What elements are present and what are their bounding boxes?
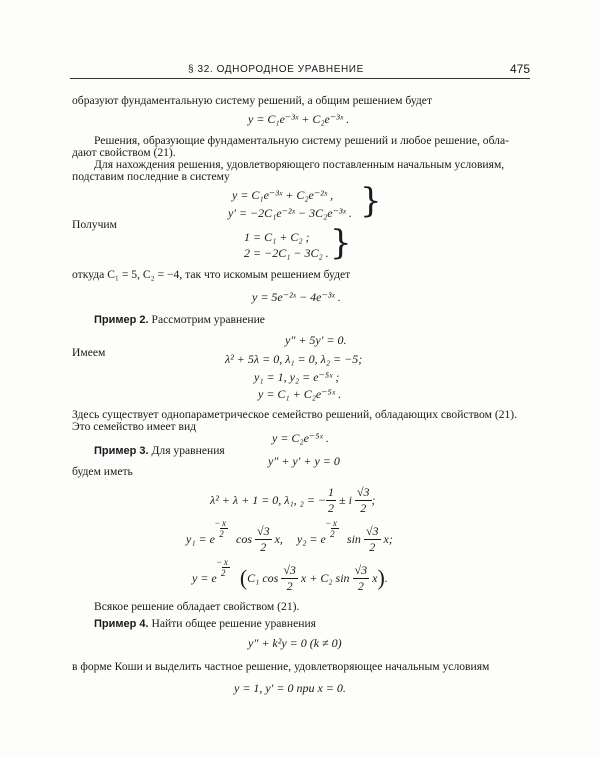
equation-7-pm: ± i xyxy=(339,492,352,507)
fraction-one-half: $\frac{1}{2}$ xyxy=(328,484,335,515)
equation-11: y = 1, y′ = 0 при x = 0. xyxy=(234,681,346,695)
equation-9: y = e − x 2 ( C₁ cos $\frac{√3}{2}$ x + C₂ sin $\frac{√3}{2}$ x ) . xyxy=(192,556,388,593)
paragraph-2-line-2: дают свойством (21). xyxy=(72,146,176,159)
paragraph-3-line-1: Для нахождения решения, удовлетворяющего поставленным начальным условиям, xyxy=(94,158,505,171)
equation-9-end: x xyxy=(372,570,378,585)
equation-8-y2: y₂ = e xyxy=(296,531,326,546)
exponent-x-half-3: − x 2 xyxy=(216,556,228,578)
fraction-sqrt3-half-2: $\frac{√3}{2}$ xyxy=(257,523,270,554)
equation-4b: y₁ = 1, y₂ = e⁻⁵ˣ ; xyxy=(254,370,340,384)
fraction-sqrt3-half-4: $\frac{√3}{2}$ xyxy=(283,562,296,593)
example-4-line xyxy=(94,617,316,631)
system-2-brace: } xyxy=(330,223,352,263)
paragraph-5-line-2: Это семейство имеет вид xyxy=(72,420,197,433)
example-2-label: Пример 2. xyxy=(94,314,149,326)
header-rule xyxy=(70,78,530,79)
paragraph-3-line-2: подставим последние в систему xyxy=(72,170,230,183)
paragraph-6: Всякое решение обладает свойством (21). xyxy=(94,600,300,613)
paragraph-1: образуют фундаментальную систему решений, а общим решением будет xyxy=(72,94,433,107)
example-4-label: Пример 4. xyxy=(94,618,149,630)
equation-8-cos: cos xyxy=(236,531,252,546)
equation-1: y = C₁e⁻³ˣ + C₂e⁻³ˣ . xyxy=(248,112,350,126)
fraction-sqrt3-half-3: $\frac{√3}{2}$ xyxy=(365,523,379,554)
equation-8-y1: y₁ = e xyxy=(186,531,215,546)
paragraph-4: откуда C₁ = 5, C₂ = −4, так что искомым решением будет xyxy=(72,268,351,281)
paragraph-5-line-1: Здесь существует однопараметрическое семейство решений, обладающих свойством (21). xyxy=(72,408,518,421)
equation-7: λ² + λ + 1 = 0, λ₁, ₂ = − $\frac{1}{2}$ ± i $\frac{√3}{2}$ ; xyxy=(210,484,376,515)
equation-9-mid: x + C₂ sin xyxy=(300,570,350,585)
system-1-brace: } xyxy=(360,181,382,221)
running-title: § 32. ОДНОРОДНОЕ УРАВНЕНИЕ xyxy=(188,64,364,75)
page-number: 475 xyxy=(509,62,530,76)
close-paren: ) xyxy=(377,565,385,590)
equation-8 xyxy=(186,518,393,560)
fraction-sqrt3-half-5: $\frac{√3}{2}$ xyxy=(354,562,368,593)
poluchim-label: Получим xyxy=(72,218,117,231)
budem-label: будем иметь xyxy=(72,465,133,478)
example-2-line xyxy=(94,313,265,327)
imeem-label: Имеем xyxy=(72,346,106,359)
equation-8-x1: x, xyxy=(274,531,283,546)
fraction-sqrt3-half: $\frac{√3}{2}$ xyxy=(356,484,370,515)
equation-2: y = 5e⁻²ˣ − 4e⁻³ˣ . xyxy=(252,290,341,304)
system-2-line-2: 2 = −2C₁ − 3C₂ . xyxy=(244,246,329,260)
equation-7-left: λ² + λ + 1 = 0, λ₁, ₂ = − xyxy=(210,492,327,507)
equation-8-x2: x; xyxy=(383,531,393,546)
system-2-line-1: 1 = C₁ + C₂ ; xyxy=(244,230,310,244)
equation-5: y = C₂e⁻⁵ˣ . xyxy=(272,431,329,445)
equation-9-y: y = e xyxy=(192,570,217,585)
paragraph-7: в форме Коши и выделить частное решение, удовлетворяющее начальным условиям xyxy=(72,660,490,673)
open-paren: ( xyxy=(239,565,248,590)
system-1-line-2: y′ = −2C₁e⁻²ˣ − 3C₂e⁻³ˣ . xyxy=(228,206,352,220)
page-header xyxy=(70,64,530,78)
equation-10: y″ + k²y = 0 (k ≠ 0) xyxy=(248,636,342,650)
paragraph-2-line-1: Решения, образующие фундаментальную систему решений и любое решение, обла- xyxy=(94,134,509,147)
example-3-text: Для уравнения xyxy=(151,444,225,457)
example-2-text: Рассмотрим уравнение xyxy=(151,313,265,326)
system-1-line-1: y = C₁e⁻³ˣ + C₂e⁻²ˣ , xyxy=(232,188,334,202)
equation-4a: λ² + 5λ = 0, λ₁ = 0, λ₂ = −5; xyxy=(225,352,363,366)
example-3-label: Пример 3. xyxy=(94,445,149,457)
exponent-x-half-1: − x 2 xyxy=(214,517,226,539)
equation-3: y″ + 5y′ = 0. xyxy=(285,333,347,347)
example-4-text: Найти общее решение уравнения xyxy=(151,617,316,630)
example-3-line xyxy=(94,444,225,458)
equation-4c: y = C₁ + C₂e⁻⁵ˣ . xyxy=(258,387,342,401)
equation-9-c1: C₁ cos xyxy=(247,570,279,585)
exponent-x-half-2: − x 2 xyxy=(325,517,337,539)
equation-6: y″ + y′ + y = 0 xyxy=(268,454,340,468)
equation-8-sin: sin xyxy=(346,531,361,546)
